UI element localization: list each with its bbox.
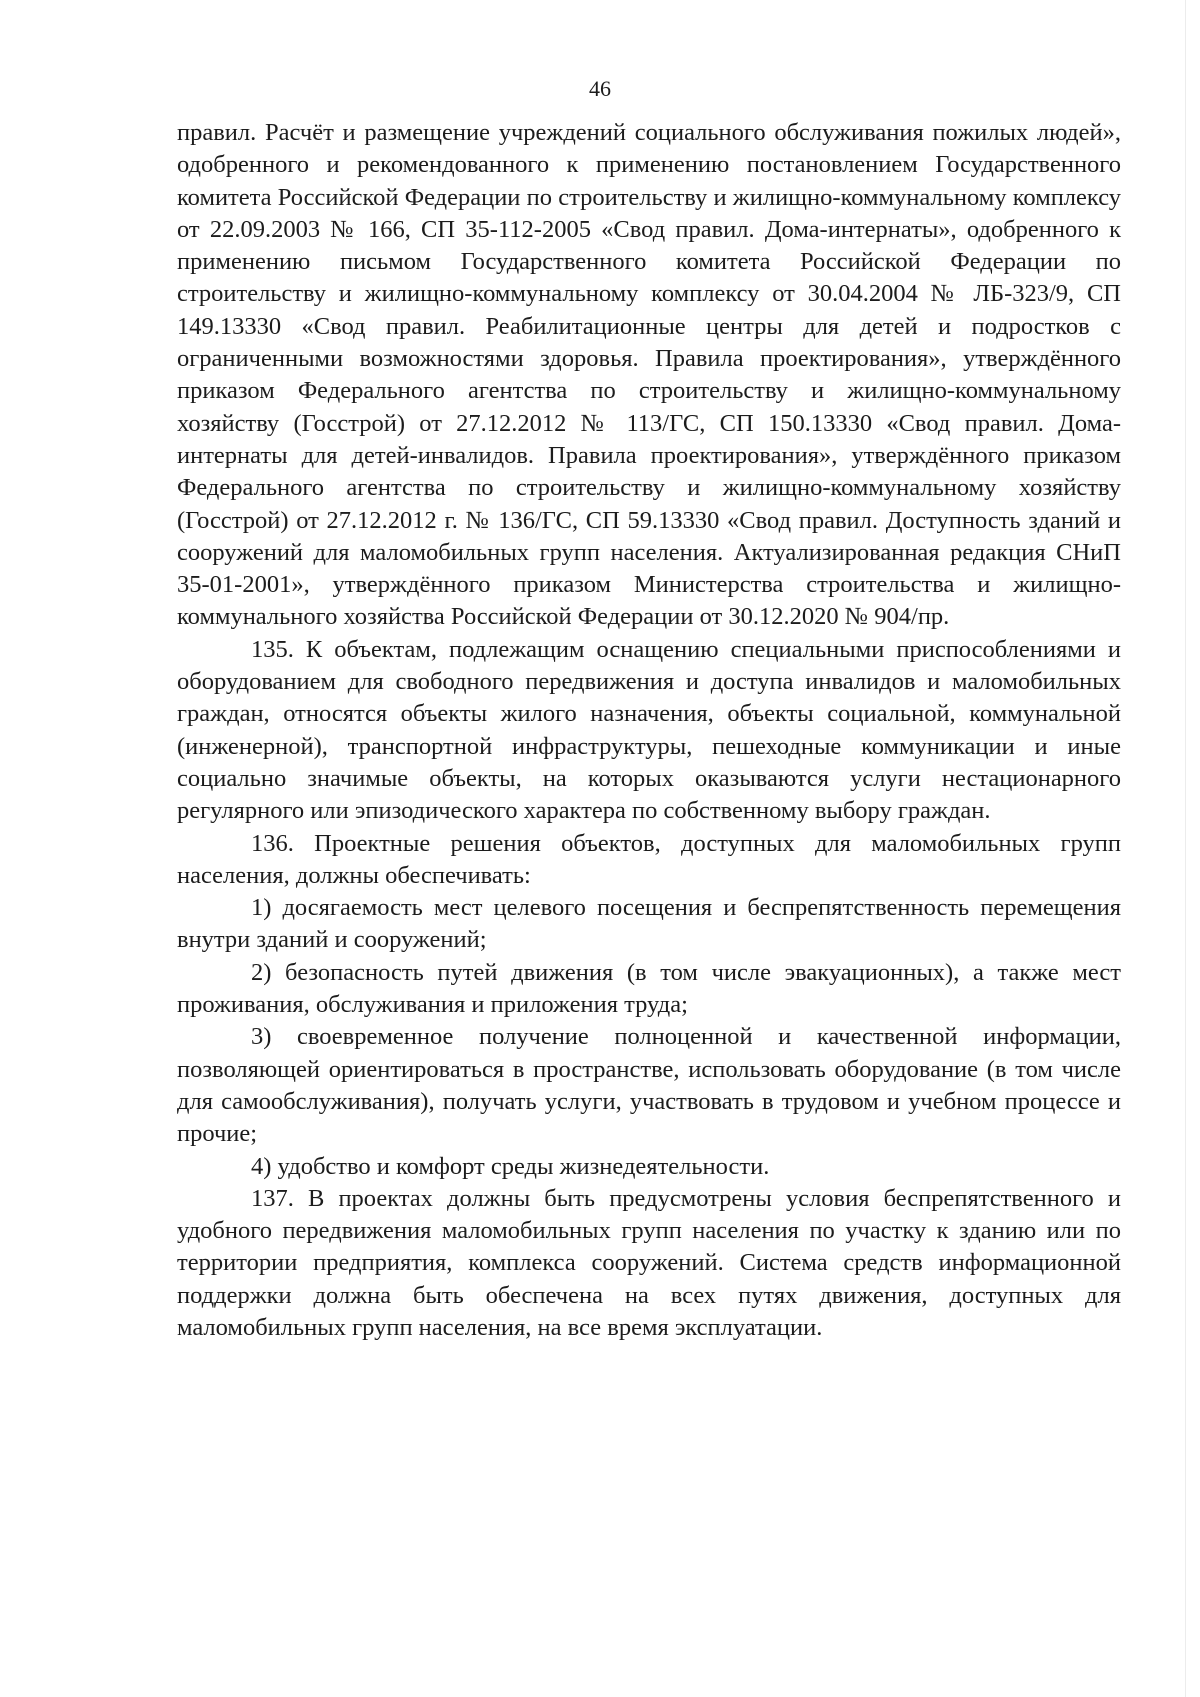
body-text	[177, 117, 1121, 1344]
paragraph-137: 137. В проектах должны быть предусмотрены условия беспрепятственного и удобного передвижения маломобильных групп населения по участку к зданию или по территории предприятия, комплекса сооружений. Система средств информационной поддержки должна быть обеспечена на всех путях движения, доступных для маломобильных групп населения, на все время эксплуатации.	[177, 1184, 1121, 1341]
list-item-1: 1) досягаемость мест целевого посещения и беспрепятственность перемещения внутри зданий и сооружений;	[177, 894, 1121, 954]
paragraph-continuation: правил. Расчёт и размещение учреждений социального обслуживания пожилых людей», одобренного и рекомендованного к применению постановлением Государственного комитета Российской Федерации по строительству и жилищно-коммунальному комплексу от 22.09.2003 № 166, СП 35-112-2005 «Свод правил. Дома-интернаты», одобренного к применению письмом Государственного комитета Российской Федерации по строительству и жилищно-коммунальному комплексу от 30.04.2004 № ЛБ-323/9, СП 149.13330 «Свод правил. Реабилитационные центры для детей и подростков с ограниченными возможностями здоровья. Правила проектирования», утверждённого приказом Федерального агентства по строительству и жилищно-коммунальному хозяйству (Госстрой) от 27.12.2012 № 113/ГС, СП 150.13330 «Свод правил. Дома-интернаты для детей-инвалидов. Правила проектирования», утверждённого приказом Федерального агентства по строительству и жилищно-коммунальному хозяйству (Госстрой) от 27.12.2012 г. № 136/ГС, СП 59.13330 «Свод правил. Доступность зданий и сооружений для маломобильных групп населения. Актуализированная редакция СНиП 35-01-2001», утверждённого приказом Министерства строительства и жилищно-коммунального хозяйства Российской Федерации от 30.12.2020 № 904/пр.	[177, 119, 1121, 631]
list-item-3: 3) своевременное получение полноценной и качественной информации, позволяющей ориентироваться в пространстве, использовать оборудование (в том числе для самообслуживания), получать услуги, участвовать в трудовом и учебном процессе и прочие;	[177, 1023, 1121, 1148]
list-item-4: 4) удобство и комфорт среды жизнедеятельности.	[251, 1152, 770, 1180]
paragraph-136: 136. Проектные решения объектов, доступных для маломобильных групп населения, должны обеспечивать:	[177, 829, 1121, 889]
page-number: 46	[589, 76, 611, 101]
list-item-2: 2) безопасность путей движения (в том числе эвакуационных), а также мест проживания, обслуживания и приложения труда;	[177, 958, 1121, 1019]
paragraph-135: 135. К объектам, подлежащим оснащению специальными приспособлениями и оборудованием для свободного передвижения и доступа инвалидов и маломобильных граждан, относятся объекты жилого назначения, объекты социальной, коммунальной (инженерной), транспортной инфраструктуры, пешеходные коммуникации и иные социально значимые объекты, на которых оказываются услуги нестационарного регулярного или эпизодического характера по собственному выбору граждан.	[177, 635, 1121, 825]
scan-edge-line	[1185, 0, 1186, 1697]
